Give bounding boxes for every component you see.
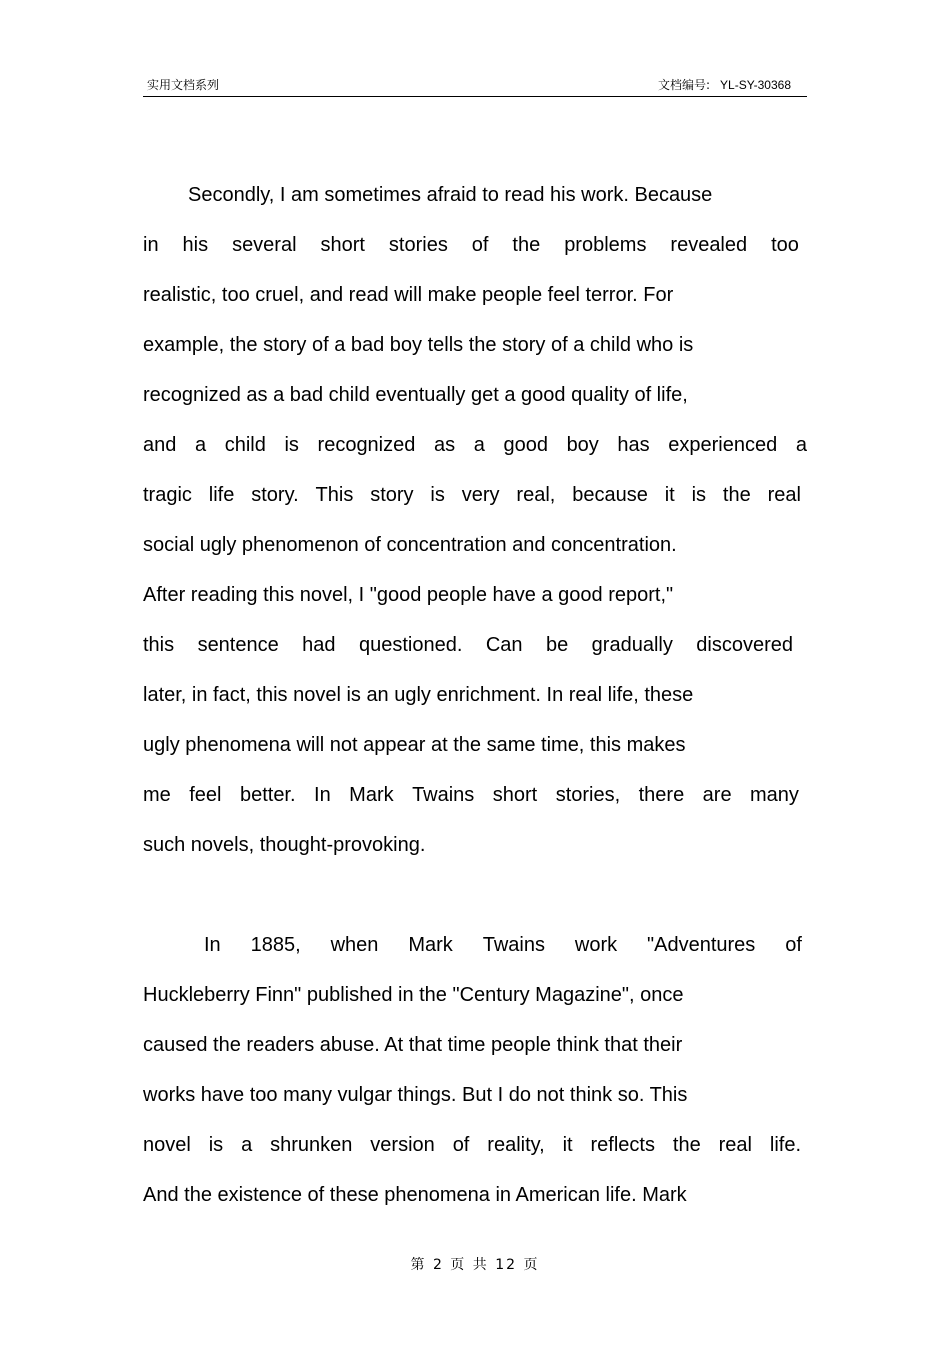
text-line — [143, 620, 807, 670]
word: shrunken — [270, 1134, 353, 1156]
page-footer: 第 2 页 共 12 页 — [410, 1257, 540, 1273]
word: questioned. — [358, 634, 463, 656]
word: too — [771, 234, 799, 256]
word: as — [433, 434, 456, 456]
word: are — [702, 784, 732, 806]
word: it — [664, 484, 675, 506]
word: revealed — [670, 234, 748, 256]
word: experienced — [668, 434, 778, 456]
paragraph-gap — [143, 870, 807, 920]
text-line: caused the readers abuse. At that time people think that their — [143, 1034, 683, 1056]
text-line: social ugly phenomenon of concentration and concentration. — [143, 534, 677, 556]
word: this — [143, 634, 175, 656]
text-line — [143, 1120, 807, 1170]
word: has — [617, 434, 650, 456]
word: is — [430, 484, 445, 506]
word: the — [672, 1134, 701, 1156]
header-series-title: 实用文档系列 — [147, 78, 220, 92]
doc-number-label: 文档编号: — [658, 78, 711, 92]
text-line: example, the story of a bad boy tells the story of a child who is — [143, 334, 694, 356]
word: In — [314, 784, 331, 806]
document-body — [143, 170, 807, 1220]
word: stories, — [555, 784, 621, 806]
word: stories — [388, 234, 448, 256]
text-line: works have too many vulgar things. But I do not think so. This — [143, 1084, 688, 1106]
word: story — [370, 484, 414, 506]
word: a — [795, 434, 807, 456]
word: recognized — [317, 434, 416, 456]
word: discovered — [696, 634, 793, 656]
word: story. — [251, 484, 299, 506]
word: very — [461, 484, 500, 506]
word: and — [143, 434, 177, 456]
word: real — [767, 484, 801, 506]
word: it — [562, 1134, 573, 1156]
word: of — [785, 934, 802, 956]
word: boy — [566, 434, 599, 456]
word: is — [691, 484, 707, 506]
word: Mark — [408, 934, 453, 956]
text-line: And the existence of these phenomena in American life. Mark — [143, 1184, 687, 1206]
word: "Adventures — [647, 934, 756, 956]
word: version — [370, 1134, 435, 1156]
word: child — [224, 434, 266, 456]
word: when — [330, 934, 379, 956]
word: many — [750, 784, 799, 806]
word: the — [722, 484, 751, 506]
word: novel — [143, 1134, 191, 1156]
word: This — [315, 484, 354, 506]
word: be — [545, 634, 569, 656]
word: Twains — [412, 784, 475, 806]
word: sentence — [197, 634, 279, 656]
word: of — [471, 234, 489, 256]
text-line — [143, 920, 807, 970]
word: feel — [189, 784, 222, 806]
word: good — [503, 434, 548, 456]
word: Twains — [482, 934, 545, 956]
word: In — [204, 934, 221, 956]
text-line: recognized as a bad child eventually get a good quality of life, — [143, 384, 688, 406]
text-line: realistic, too cruel, and read will make people feel terror. For — [143, 284, 674, 306]
word: real, — [516, 484, 556, 506]
word: reality, — [487, 1134, 545, 1156]
word: is — [208, 1134, 224, 1156]
text-line — [143, 220, 807, 270]
text-line: such novels, thought-provoking. — [143, 834, 426, 856]
word: a — [194, 434, 207, 456]
word: life — [208, 484, 235, 506]
word: because — [572, 484, 648, 506]
header-doc-number — [658, 76, 791, 93]
word: of — [452, 1134, 470, 1156]
word: gradually — [591, 634, 673, 656]
word: life. — [769, 1134, 801, 1156]
text-line: After reading this novel, I "good people have a good report," — [143, 584, 674, 606]
word: the — [512, 234, 541, 256]
text-line: later, in fact, this novel is an ugly enrichment. In real life, these — [143, 684, 694, 706]
word: problems — [564, 234, 647, 256]
word: in — [143, 234, 159, 256]
word: work — [574, 934, 618, 956]
text-line: Secondly, I am sometimes afraid to read his work. Because — [188, 184, 713, 206]
word: better. — [239, 784, 296, 806]
text-line — [143, 470, 807, 520]
word: a — [473, 434, 485, 456]
doc-number-code: YL-SY-30368 — [720, 78, 791, 92]
word: had — [302, 634, 336, 656]
word: there — [638, 784, 685, 806]
page-header — [143, 72, 807, 97]
word: tragic — [143, 484, 192, 506]
word: me — [143, 784, 171, 806]
word: Can — [485, 634, 523, 656]
word: real — [718, 1134, 752, 1156]
word: is — [284, 434, 299, 456]
word: his — [182, 234, 209, 256]
word: reflects — [590, 1134, 655, 1156]
text-line — [143, 420, 807, 470]
text-line — [143, 770, 807, 820]
word: several — [232, 234, 297, 256]
word: short — [492, 784, 538, 806]
text-line: Huckleberry Finn" published in the "Century Magazine", once — [143, 984, 684, 1006]
word: 1885, — [250, 934, 301, 956]
text-line: ugly phenomena will not appear at the same time, this makes — [143, 734, 686, 756]
word: short — [320, 234, 365, 256]
word: a — [241, 1134, 253, 1156]
word: Mark — [349, 784, 394, 806]
